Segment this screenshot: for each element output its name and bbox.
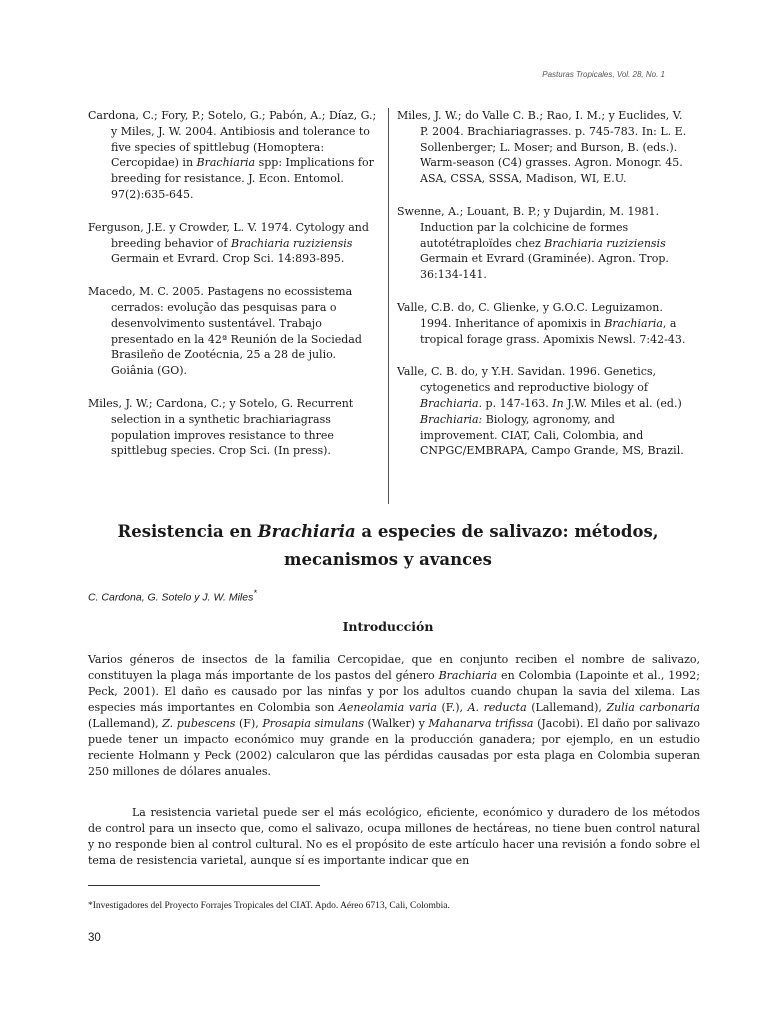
text-run: en Colombia (Lapointe et al., 1992; Peck, 2001). El daño es causado por las ninfas y por los adultos cuando chupan la savia del xilema. Las especies más importantes en Colombia son xyxy=(88,669,701,714)
text-run: Macedo, M. C. 2005. Pastagens no ecossistema cerrados: evolução das pesquisas para o desenvolvimento sustentável. Trabajo presentado en la 42ª Reunión de la Sociedad Brasileño de Zootécnia, 25 a 28 de julio. Goiânia (GO). xyxy=(88,285,362,378)
italic-text-run: Mahanarva trifissa xyxy=(428,717,534,730)
italic-text-run: Zulia carbonaria xyxy=(606,701,700,714)
italic-text-run: Brachiaria ruziziensis xyxy=(231,236,353,250)
italic-text-run: Brachiaria ruziziensis xyxy=(544,236,666,250)
text-run: Valle, C.B. do, C. Glienke, y G.O.C. Leguizamon. 1994. Inheritance of apomixis in xyxy=(397,300,663,330)
article-authors xyxy=(88,588,257,604)
body-paragraph xyxy=(88,652,700,780)
references-section xyxy=(88,108,688,504)
text-run: (F.), xyxy=(436,701,468,714)
text-run: Miles, J. W.; Cardona, C.; y Sotelo, G. Recurrent selection in a synthetic brachiariagrass population improves resistance to three spittlebug species. Crop Sci. (In press). xyxy=(88,396,354,458)
text-run: (Lallemand), xyxy=(526,701,607,714)
running-head: Pasturas Tropicales, Vol. 28, No. 1 xyxy=(542,70,665,79)
italic-text-run: Brachiaria xyxy=(257,522,356,541)
text-run: Miles, J. W.; do Valle C. B.; Rao, I. M.; y Euclides, V. P. 2004. Brachiariagrasses. p. 745-783. In: L. E. Sollenberger; L. Moser; and Burson, B. (eds.). Warm-season (C4) grasses. Agron. Monogr. 45. ASA, CSSA, SSSA, Madison, WI, E.U. xyxy=(397,109,687,186)
italic-text-run: Brachiaria xyxy=(420,396,479,410)
reference-entry xyxy=(88,220,380,267)
references-right-column xyxy=(389,108,687,504)
text-run: Cardona, C.; Fory, P.; Sotelo, G.; Pabón, A.; Díaz, G.; y Miles, J. W. 2004. Antibiosis and tolerance to five species of spittlebug (Homoptera: Cercopidae) in xyxy=(88,109,377,170)
article-body xyxy=(88,652,700,894)
text-run: J.W. Miles et al. (ed.) xyxy=(563,396,682,410)
text-run: . p. 147-163. xyxy=(478,396,553,410)
text-run: (Jacobi). El daño por salivazo puede tener un impacto económico muy grande en la producción ganadera; por ejemplo, en un estudio reciente Holmann y Peck (2002) calcularon que las pérdidas causadas por esta plaga en Colombia superan 250 millones de dólares anuales. xyxy=(88,717,700,778)
text-run: (Walker) y xyxy=(363,717,429,730)
reference-entry xyxy=(397,204,687,283)
text-run: Resistencia en xyxy=(117,522,258,541)
text-run: (F), xyxy=(235,717,263,730)
article-title xyxy=(88,518,688,574)
italic-text-run: Brachiaria xyxy=(438,669,498,682)
footnote-rule xyxy=(88,885,320,886)
italic-text-run: Prosapia simulans xyxy=(262,717,364,730)
text-run: , a tropical forage grass. Apomixis Newsl. 7:42-43. xyxy=(420,316,686,346)
reference-entry xyxy=(397,108,687,187)
text-run: Swenne, A.; Louant, B. P.; y Dujardin, M. 1981. Induction par la colchicine de formes autotétraploïdes chez xyxy=(397,204,660,250)
authors-text: C. Cardona, G. Sotelo y J. W. Miles xyxy=(88,591,254,604)
text-run: Germain et Evrard. Crop Sci. 14:893-895. xyxy=(111,252,345,266)
italic-text-run: In xyxy=(552,396,564,410)
text-run: La resistencia varietal puede ser el más ecológico, eficiente, económico y duradero de los métodos de control para un insecto que, como el salivazo, ocupa millones de hectáreas, no tiene buen control natural y no responde bien al control cultural. No es el propósito de este artículo hacer una revisión a fondo sobre el tema de resistencia varietal, aunque sí es importante indicar que en xyxy=(88,806,700,867)
authors-footnote-marker: * xyxy=(253,588,257,598)
reference-entry xyxy=(397,300,687,347)
text-run: spp: Implications for breeding for resistance. J. Econ. Entomol. 97(2):635-645. xyxy=(111,156,374,201)
text-run: Ferguson, J.E. y Crowder, L. V. 1974. Cytology and breeding behavior of xyxy=(88,220,369,250)
italic-text-run: Aeneolamia varia xyxy=(338,701,437,714)
text-run: (Lallemand), xyxy=(88,717,163,730)
references-left-column xyxy=(88,108,388,504)
page-number: 30 xyxy=(88,932,101,944)
footnote: *Investigadores del Proyecto Forrajes Tropicales del CIAT. Apdo. Aéreo 6713, Cali, Colombia. xyxy=(88,901,450,911)
reference-entry xyxy=(88,284,380,379)
body-paragraph xyxy=(88,805,700,869)
italic-text-run: Brachiaria xyxy=(604,316,663,330)
italic-text-run: A. reducta xyxy=(467,701,527,714)
section-heading: Introducción xyxy=(342,619,434,634)
text-run: Biology, agronomy, and improvement. CIAT, Cali, Colombia, and CNPGC/EMBRAPA, Campo Grande, MS, Brazil. xyxy=(420,412,684,458)
italic-text-run: Brachiaria: xyxy=(420,412,483,426)
italic-text-run: Brachiaria xyxy=(196,156,256,170)
text-run: Valle, C. B. do, y Y.H. Savidan. 1996. Genetics, cytogenetics and reproductive biology of xyxy=(397,365,657,395)
text-run: Varios géneros de insectos de la familia Cercopidae, que en conjunto reciben el nombre de salivazo, constituyen la plaga más importante de los pastos del género xyxy=(88,653,700,682)
reference-entry xyxy=(88,396,380,459)
reference-entry xyxy=(397,364,687,459)
italic-text-run: Z. pubescens xyxy=(162,717,236,730)
text-run: Germain et Evrard (Graminée). Agron. Trop. 36:134-141. xyxy=(420,252,669,282)
text-run: a especies de salivazo: métodos, mecanismos y avances xyxy=(284,522,659,569)
reference-entry xyxy=(88,108,380,203)
